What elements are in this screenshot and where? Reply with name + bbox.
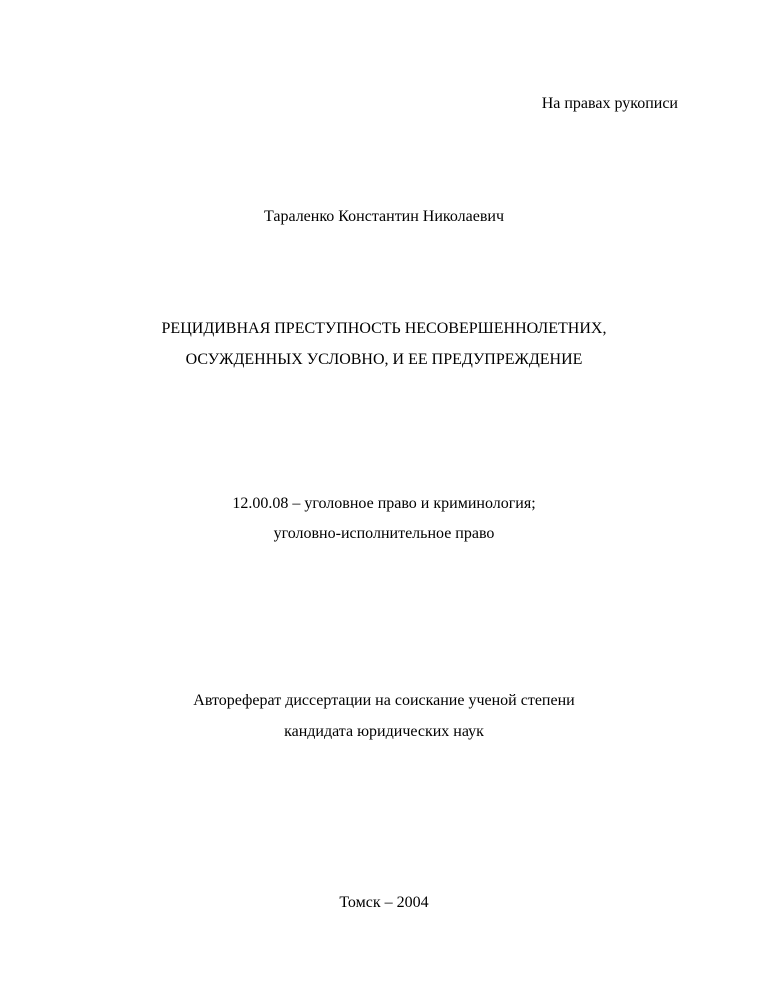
dissertation-title-line-2: ОСУЖДЕННЫХ УСЛОВНО, И ЕЕ ПРЕДУПРЕЖДЕНИЕ	[185, 351, 583, 368]
place-and-year: Томск – 2004	[339, 894, 429, 911]
specialty-line-1: 12.00.08 – уголовное право и криминология;	[232, 495, 536, 512]
dissertation-title-line-1: РЕЦИДИВНАЯ ПРЕСТУПНОСТЬ НЕСОВЕРШЕННОЛЕТНИХ,	[161, 320, 607, 337]
author-name: Тараленко Константин Николаевич	[263, 208, 505, 225]
specialty-line-2: уголовно-исполнительное право	[273, 525, 495, 542]
abstract-description-line-2: кандидата юридических наук	[284, 723, 484, 740]
abstract-description-line-1: Автореферат диссертации на соискание ученой степени	[193, 692, 575, 709]
manuscript-note: На правах рукописи	[541, 95, 678, 112]
